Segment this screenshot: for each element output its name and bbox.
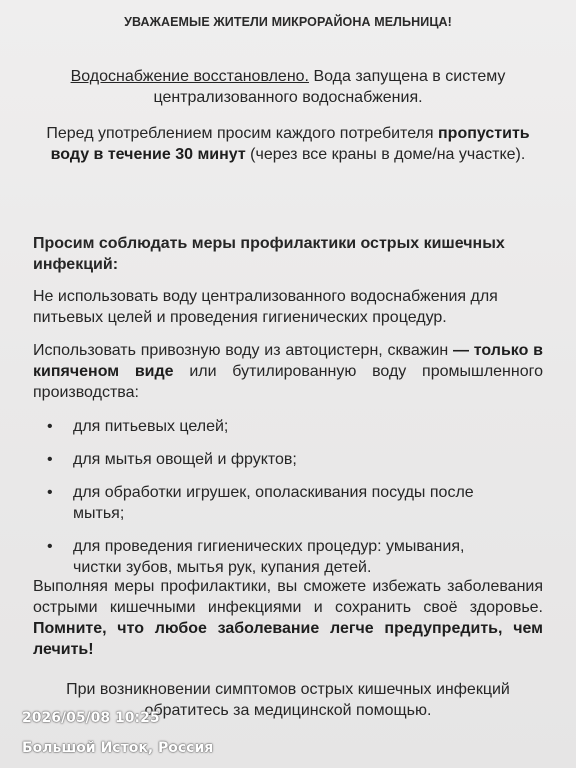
paragraph-prevention-benefit — [33, 576, 543, 660]
alt-water-text-after: или бутилированную воду промышленного производства: — [33, 363, 544, 401]
benefit-text: Выполняя меры профилактики, вы сможете избежать заболевания острыми кишечными инфекциями и сохранить своё здоровье. — [33, 578, 543, 616]
flush-text-after: (через все краны в доме/на участке). — [245, 146, 526, 163]
paragraph-seek-help: При возникновении симптомов острых кишечных инфекций обратитесь за медицинской помощью. — [66, 681, 510, 719]
alt-water-bold-text: — только в кипяченом виде — [33, 342, 543, 380]
list-item-text: для обработки игрушек, ополаскивания посуды после мытья; — [73, 484, 474, 522]
list-item-text: для проведения гигиенических процедур: умывания, чистки зубов, мытья рук, купания детей. — [73, 538, 465, 576]
list-item-text: для мытья овощей и фруктов; — [73, 451, 297, 468]
paragraph-alternative-water — [33, 340, 543, 403]
bullet-icon: • — [47, 538, 53, 555]
bullet-icon: • — [47, 451, 53, 468]
prevention-subheading: Просим соблюдать меры профилактики острых кишечных инфекций: — [33, 235, 505, 273]
list-item — [47, 536, 517, 578]
paragraph-no-tap-water: Не использовать воду централизованного водоснабжения для питьевых целей и проведения гигиенических процедур. — [33, 288, 498, 326]
bullet-icon: • — [47, 484, 53, 501]
list-item — [47, 482, 517, 524]
intro-underlined-text: Водоснабжение восстановлено. — [70, 68, 309, 85]
alt-water-text-before: Использовать привозную воду из автоцистерн, скважин — [33, 342, 454, 359]
notice-heading: УВАЖАЕМЫЕ ЖИТЕЛИ МИКРОРАЙОНА МЕЛЬНИЦА! — [124, 15, 452, 29]
list-item — [47, 449, 517, 470]
usage-list — [47, 416, 517, 578]
flush-text-before: Перед употреблением просим каждого потребителя — [46, 125, 439, 142]
list-item — [47, 416, 517, 437]
photo-timestamp: 2026/05/08 10:25 — [22, 710, 160, 726]
intro-text: Вода запущена в систему централизованного водоснабжения. — [153, 68, 506, 106]
flush-instruction-paragraph — [30, 123, 546, 165]
bullet-icon: • — [47, 418, 53, 435]
benefit-bold-text: Помните, что любое заболевание легче предупредить, чем лечить! — [33, 620, 543, 658]
flush-bold-text: пропустить воду в течение 30 минут — [50, 125, 530, 163]
intro-paragraph — [30, 66, 546, 108]
photo-location: Большой Исток, Россия — [22, 740, 214, 756]
list-item-text: для питьевых целей; — [73, 418, 229, 435]
